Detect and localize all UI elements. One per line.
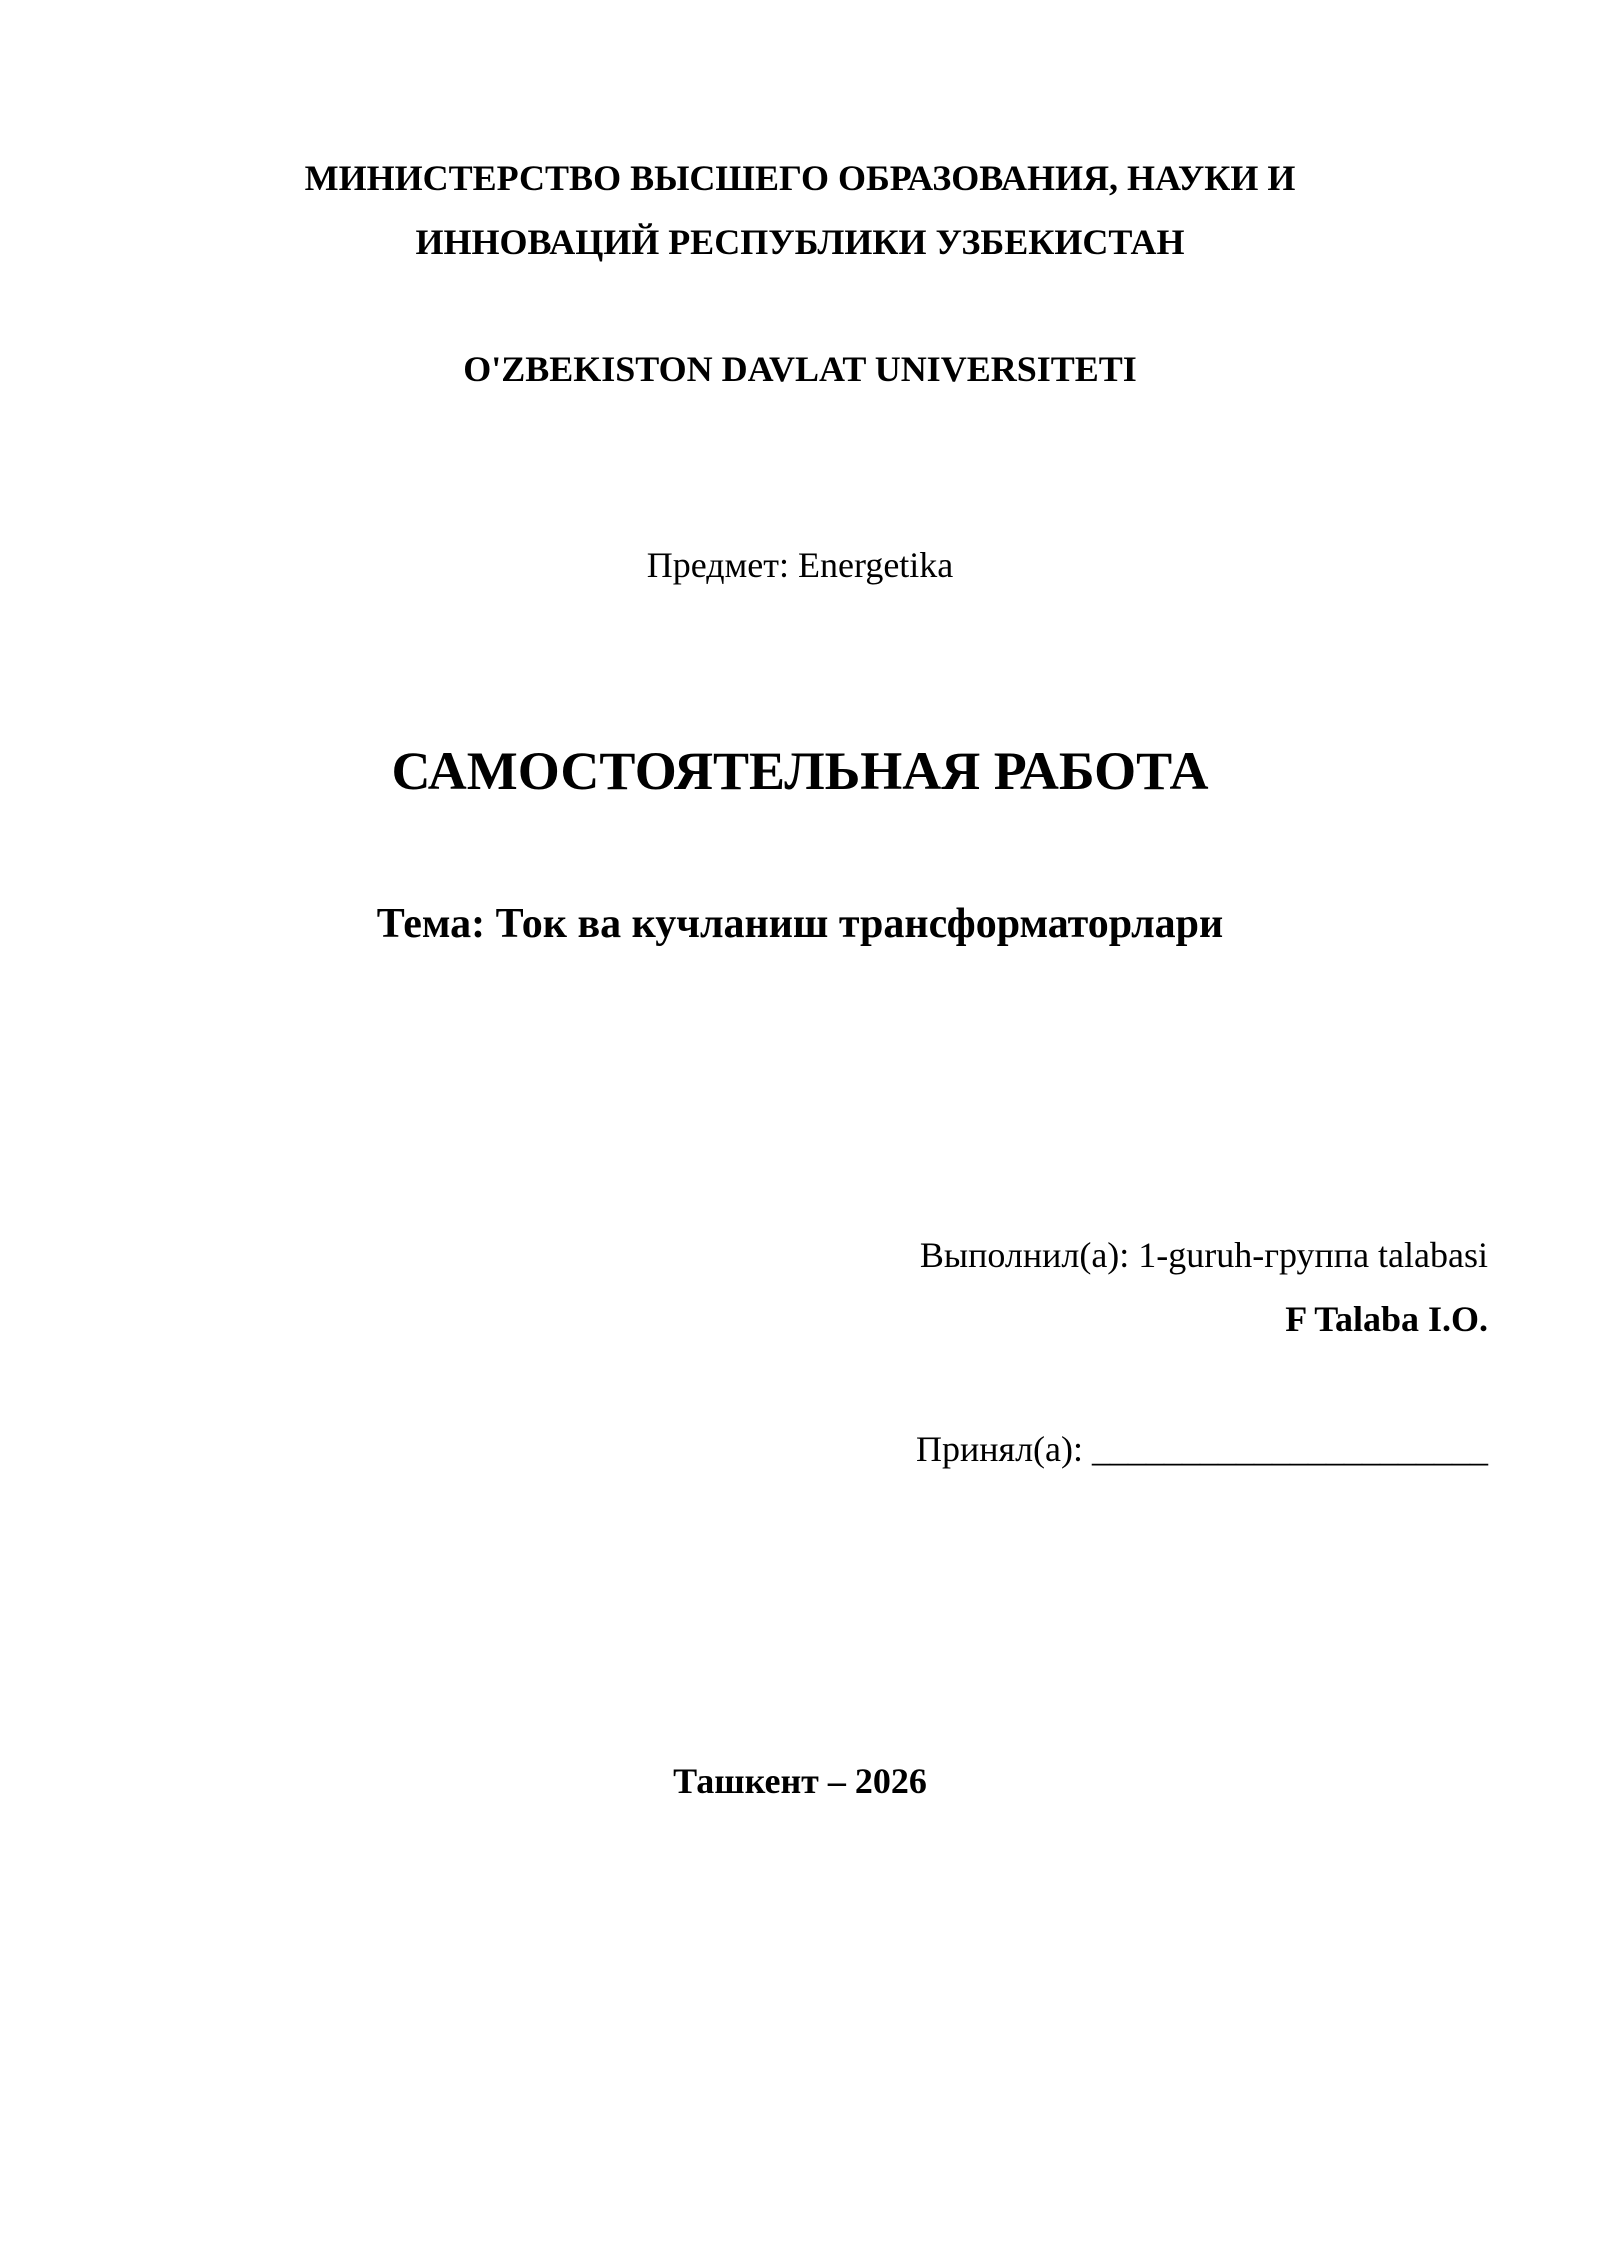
ministry-line-1: МИНИСТЕРСТВО ВЫСШЕГО ОБРАЗОВАНИЯ, НАУКИ И <box>304 158 1296 198</box>
ministry-line-2: ИННОВАЦИЙ РЕСПУБЛИКИ УЗБЕКИСТАН <box>415 222 1185 262</box>
city-year: Ташкент – 2026 <box>673 1761 927 1801</box>
subject-line: Предмет: Energetika <box>646 545 954 585</box>
student-name: F Talaba I.O. <box>1285 1299 1488 1339</box>
work-type-title: САМОСТОЯТЕЛЬНАЯ РАБОТА <box>391 741 1209 801</box>
performed-by-label: Выполнил(а): 1-guruh-группа talabasi <box>919 1235 1488 1275</box>
university-name: O'ZBEKISTON DAVLAT UNIVERSITETI <box>463 349 1137 389</box>
accepted-by-line: Принял(а): ______________________ <box>915 1429 1488 1469</box>
topic-line: Тема: Ток ва кучланиш трансформаторлари <box>376 901 1224 947</box>
ministry-heading <box>0 146 1600 274</box>
